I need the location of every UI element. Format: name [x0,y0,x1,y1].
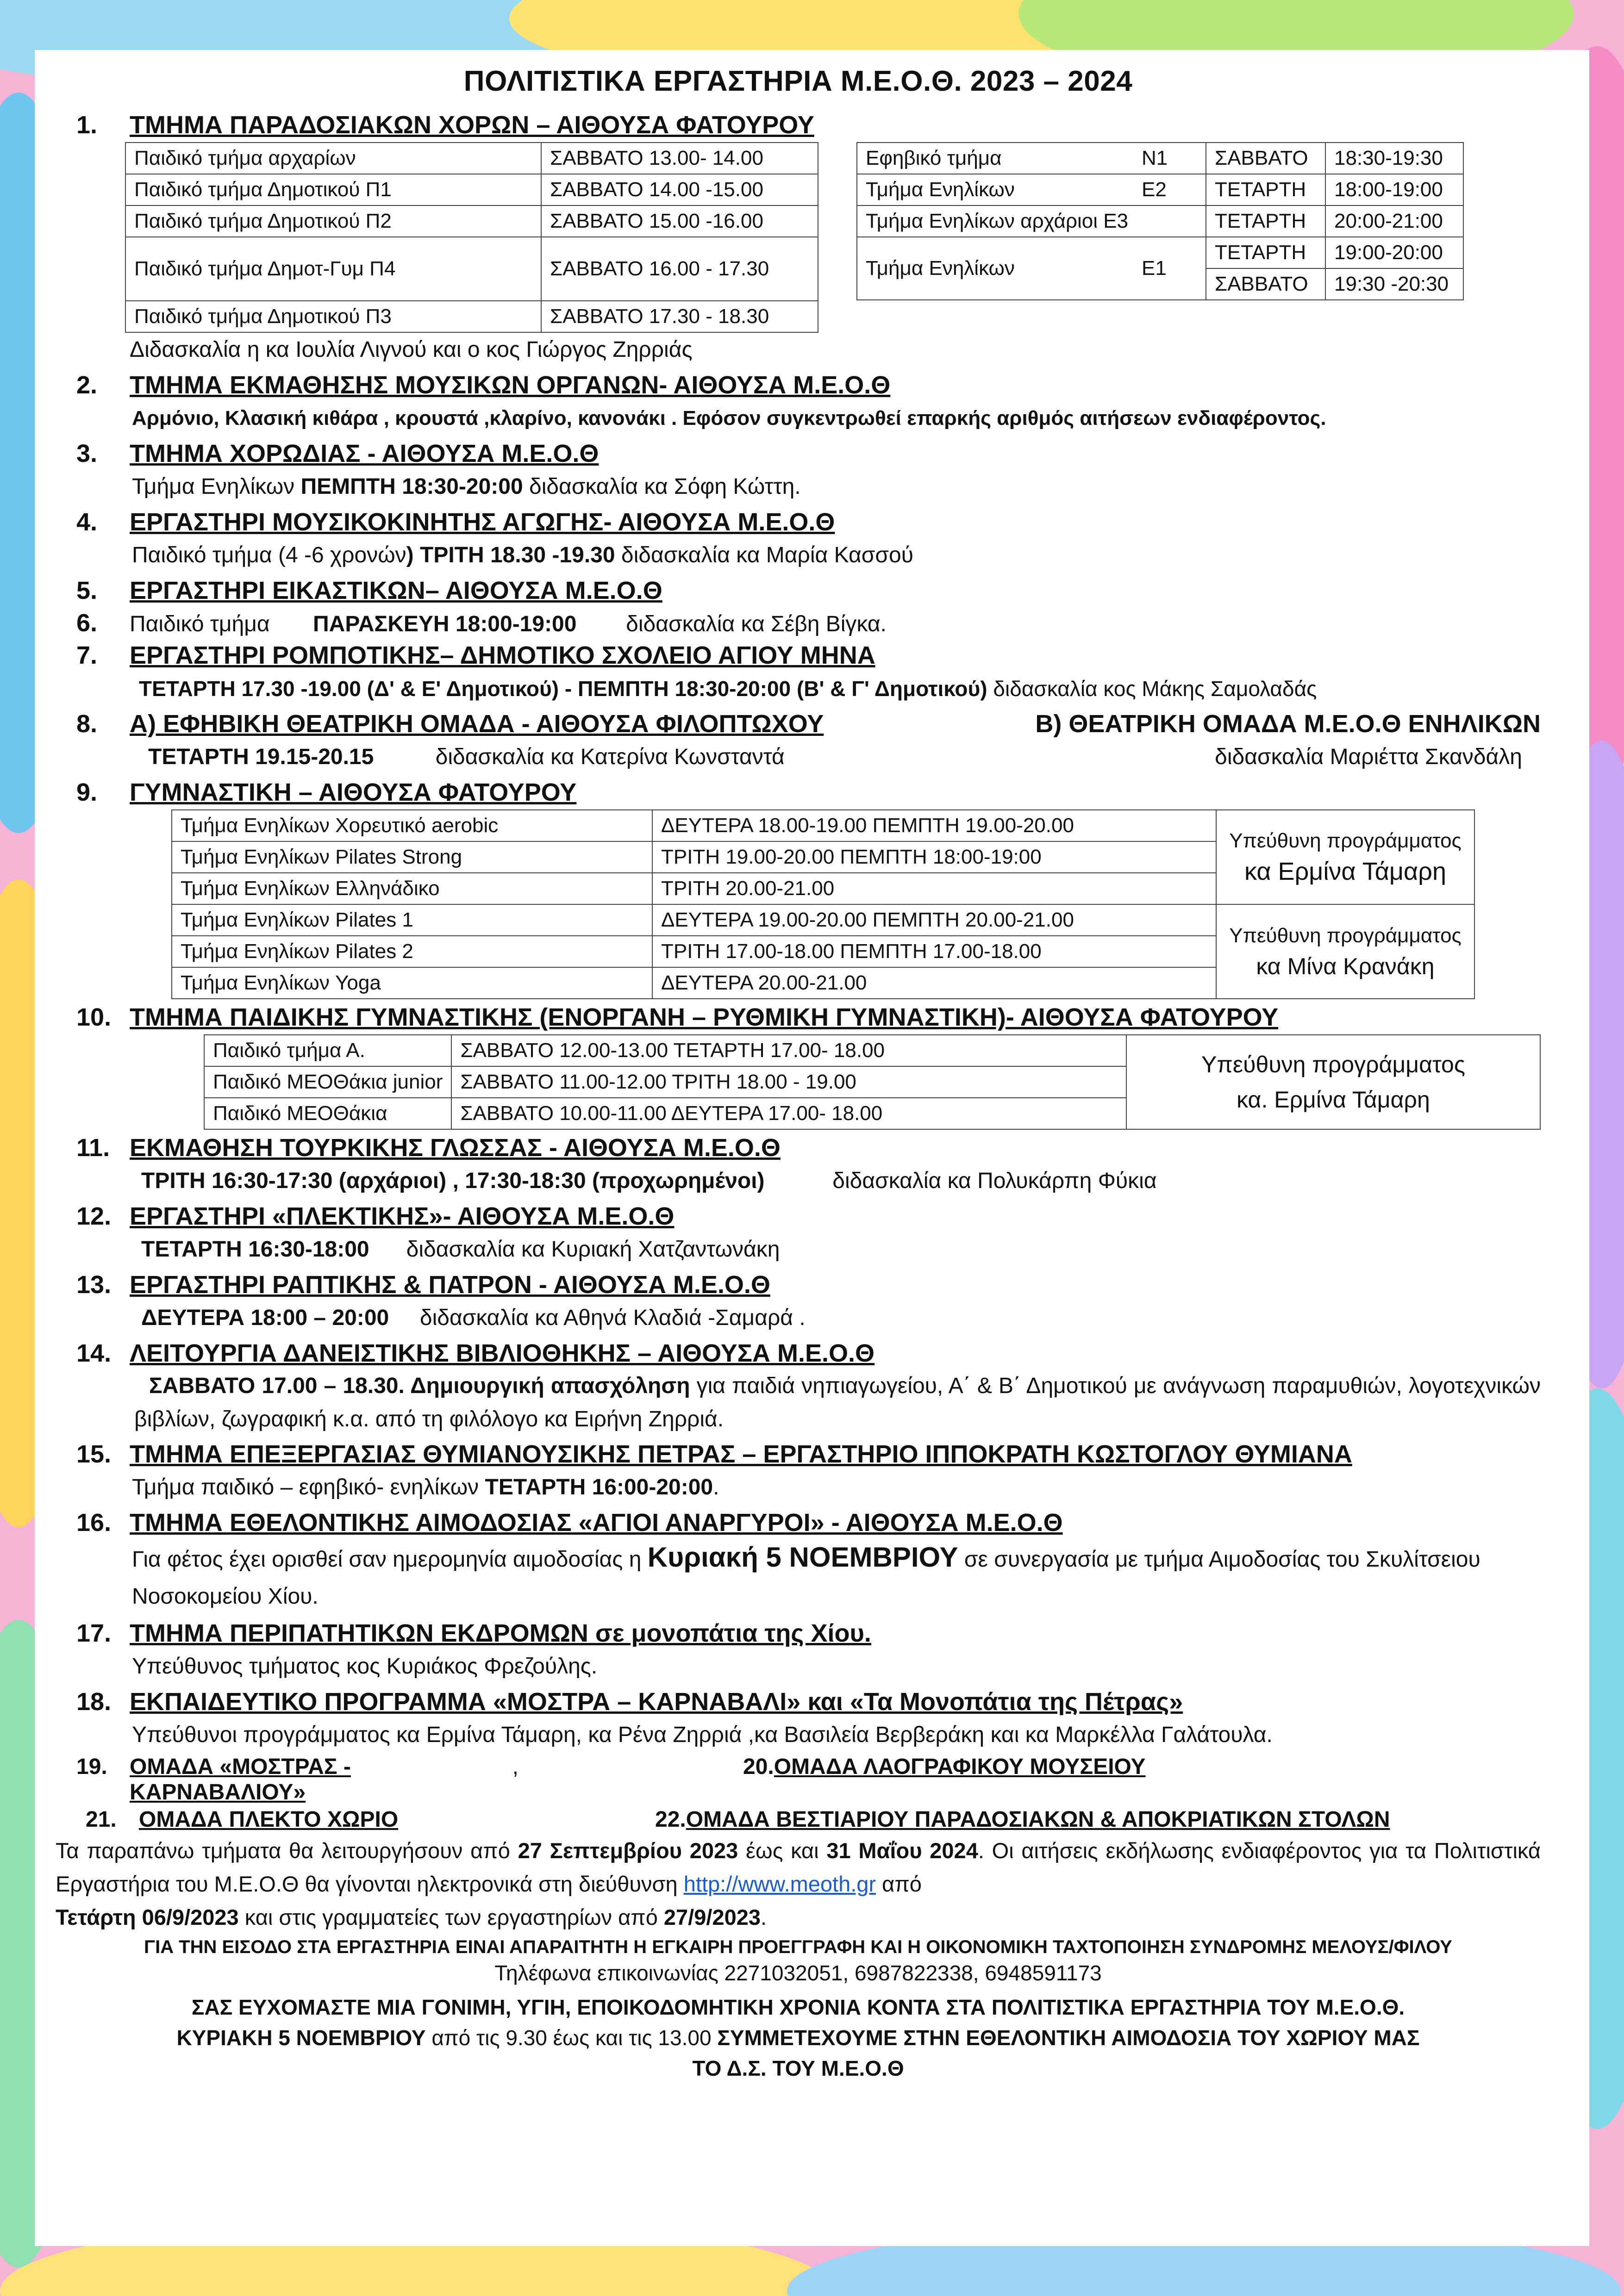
section-11-heading [56,1133,1541,1162]
section-1-heading [56,111,1541,139]
section-number: 13. [76,1271,112,1299]
section-title: ΟΜΑΔΑ ΠΛΕΚΤΟ ΧΩΡΙΟ [139,1807,399,1832]
section-title: ΕΡΓΑΣΤΗΡΙ ΜΟΥΣΙΚΟΚΙΝΗΤΗΣ ΑΓΩΓΗΣ- ΑΙΘΟΥΣΑ Μ.Ε.Ο.Θ [130,508,835,536]
adult-dance-table [856,142,1464,300]
section-9-heading [56,778,1541,807]
section-number: 2. [76,371,98,399]
section-title: ΟΜΑΔΑ ΛΑΟΓΡΑΦΙΚΟΥ ΜΟΥΣΕΙΟΥ [774,1755,1146,1779]
section-title: ΕΚΠΑΙΔΕΥΤΙΚΟ ΠΡΟΓΡΑΜΜΑ «ΜΟΣΤΡΑ – ΚΑΡΝΑΒΑΛΙ» και «Τα Μονοπάτια της Πέτρας» [130,1688,1183,1716]
section-number: 18. [76,1688,112,1716]
table-row: Παιδικό ΜΕΟΘάκια junior ΣΑΒΒΑΤΟ 11.00-12.00 ΤΡΙΤΗ 18.00 - 19.00 [204,1066,1540,1098]
section-14-text: ΣΑΒΒΑΤΟ 17.00 – 18.30. Δημιουργική απασχόληση για παιδιά νηπιαγωγείου, Α΄ & Β΄ Δημοτικού με ανάγνωση παραμυθιών, λογοτεχνικών βιβλίων, ζωγραφική κ.α. από τη φιλόλογο κα Ειρήνη Ζηρριά. [134,1374,1541,1431]
section-title: ΤΜΗΜΑ ΠΕΡΙΠΑΤΗΤΙΚΩΝ ΕΚΔΡΟΜΩΝ σε μονοπάτια της Χίου. [130,1619,871,1647]
table-row: Παιδικό τμήμα Δημοτικού Π3 ΣΑΒΒΑΤΟ 17.30 - 18.30 [125,301,818,332]
section-6-line: 6. Παιδικό τμήμα ΠΑΡΑΣΚΕΥΗ 18:00-19:00 διδασκαλία κα Σέβη Βίγκα. [56,609,1541,637]
section-3-heading [56,439,1541,468]
section-title: ΟΜΑΔΑ ΒΕΣΤΙΑΡΙΟΥ ΠΑΡΑΔΟΣΙΑΚΩΝ & ΑΠΟΚΡΙΑΤΙΚΩΝ ΣΤΟΛΩΝ [686,1807,1390,1832]
table-row: ΣΑΒΒΑΤΟ 19:30 -20:30 [857,268,1463,300]
table-row: Τμήμα Ενηλίκων Ελληνάδικο ΤΡΙΤΗ 20.00-21.00 [172,873,1474,904]
section-title: ΤΜΗΜΑ ΕΠΕΞΕΡΓΑΣΙΑΣ ΘΥΜΙΑΝΟΥΣΙΚΗΣ ΠΕΤΡΑΣ – ΕΡΓΑΣΤΗΡΙΟ ΙΠΠΟΚΡΑΤΗ ΚΩΣΤΟΓΛΟΥ ΘΥΜΙΑΝΑ [130,1440,1352,1468]
section-title: ΤΜΗΜΑ ΠΑΡΑΔΟΣΙΑΚΩΝ ΧΟΡΩΝ – ΑΙΘΟΥΣΑ ΦΑΤΟΥΡΟΥ [130,111,814,139]
table-row: Παιδικό ΜΕΟΘάκια ΣΑΒΒΑΤΟ 10.00-11.00 ΔΕΥΤΕΡΑ 17.00- 18.00 [204,1098,1540,1129]
section-number: 4. [76,508,98,536]
closing-wish: ΣΑΣ ΕΥΧΟΜΑΣΤΕ ΜΙΑ ΓΟΝΙΜΗ, ΥΓΙΗ, ΕΠΟΙΚΟΔΟΜΗΤΙΚΗ ΧΡΟΝΙΑ ΚΟΝΤΑ ΣΤΑ ΠΟΛΙΤΙΣΤΙΚΑ ΕΡΓΑΣΤΗΡΙΑ ΤΟΥ Μ.Ε.Ο.Θ. [191,1995,1405,2019]
section-title: ΤΜΗΜΑ ΕΚΜΑΘΗΣΗΣ ΜΟΥΣΙΚΩΝ ΟΡΓΑΝΩΝ- ΑΙΘΟΥΣΑ Μ.Ε.Ο.Θ [130,371,891,399]
section-title: ΓΥΜΝΑΣΤΙΚΗ – ΑΙΘΟΥΣΑ ΦΑΤΟΥΡΟΥ [130,778,577,806]
table-row: Παιδικό τμήμα Δημοτ-Γυμ Π4 ΣΑΒΒΑΤΟ 16.00 - 17.30 [125,237,818,301]
page-title: ΠΟΛΙΤΙΣΤΙΚΑ ΕΡΓΑΣΤΗΡΙΑ Μ.Ε.Ο.Θ. 2023 – 2024 [463,65,1133,97]
section-number: 5. [76,577,98,604]
footer-paragraph: Τα παραπάνω τμήματα θα λειτουργήσουν από 27 Σεπτεμβρίου 2023 έως και 31 Μαΐου 2024. Οι αιτήσεις εκδήλωσης ενδιαφέροντος για τα Πολιτιστικά Εργαστήρια του Μ.Ε.Ο.Θ θα γίνονται ηλεκτρονικά στη διεύθυνση http://www.meoth.gr από Τετάρτη 06/9/2023 και στις γραμματείες των εργαστηρίων από 27/9/2023. [56,1838,1541,1929]
section-11-text: ΤΡΙΤΗ 16:30-17:30 (αρχάριοι) , 17:30-18:30 (προχωρημένοι) διδασκαλία κα Πολυκάρπη Φύκια [141,1169,1157,1193]
section-number: 21. [86,1807,117,1832]
section-21-22 [56,1807,1541,1832]
section-13-heading [56,1270,1541,1299]
section-number: 19. [76,1755,107,1779]
table-row: Παιδικό τμήμα Δημοτικού Π1 ΣΑΒΒΑΤΟ 14.00 -15.00 [125,174,818,205]
section-10-heading [56,1003,1541,1032]
section-3-text: Τμήμα Ενηλίκων ΠΕΜΠΤΗ 18:30-20:00 διδασκαλία κα Σόφη Κώττη. [132,474,801,499]
section-19-20: 19. ΟΜΑΔΑ «ΜΟΣΤΡΑΣ - ΚΑΡΝΑΒΑΛΙΟΥ» , 20.ΟΜΑΔΑ ΛΑΟΓΡΑΦΙΚΟΥ ΜΟΥΣΕΙΟΥ [56,1754,1541,1805]
section-number: 15. [76,1440,112,1468]
section-13-text: ΔΕΥΤΕΡΑ 18:00 – 20:00 διδασκαλία κα Αθηνά Κλαδιά -Σαμαρά . [141,1306,806,1330]
section-5-heading [56,576,1541,605]
section-12-text: ΤΕΤΑΡΤΗ 16:30-18:00 διδασκαλία κα Κυριακή Χατζαντωνάκη [141,1237,780,1262]
blood-drive-note: ΚΥΡΙΑΚΗ 5 ΝΟΕΜΒΡΙΟΥ από τις 9.30 έως και τις 13.00 ΣΥΜΜΕΤΕΧΟΥΜΕ ΣΤΗΝ ΕΘΕΛΟΝΤΙΚΗ ΑΙΜΟΔΟΣΙΑ ΤΟΥ ΧΩΡΙΟΥ ΜΑΣ [176,2026,1420,2050]
section-number: 10. [76,1003,112,1031]
section-1-teachers: Διδασκαλία η κα Ιουλία Λιγνού και ο κος Γιώργος Ζηρριάς [130,337,693,362]
section-number: 22. [655,1807,686,1832]
table-row: Τμήμα Ενηλίκων Ε2 ΤΕΤΑΡΤΗ 18:00-19:00 [857,174,1463,205]
section-17-heading [56,1619,1541,1648]
gymnastics-table [171,809,1475,999]
table-row: Τμήμα Ενηλίκων Χορευτικό aerobic ΔΕΥΤΕΡΑ 18.00-19.00 ΠΕΜΠΤΗ 19.00-20.00 Υπεύθυνη προγράμματος κα Ερμίνα Τάμαρη [172,810,1474,841]
section-2-heading [56,371,1541,399]
section-title: Α) ΕΦΗΒΙΚΗ ΘΕΑΤΡΙΚΗ ΟΜΑΔΑ - ΑΙΘΟΥΣΑ ΦΙΛΟΠΤΩΧΟΥ [130,710,824,738]
table-row: Τμήμα Ενηλίκων Pilates 1 ΔΕΥΤΕΡΑ 19.00-20.00 ΠΕΜΠΤΗ 20.00-21.00 Υπεύθυνη προγράμματος κα Μίνα Κρανάκη [172,904,1474,936]
section-title: ΤΜΗΜΑ ΕΘΕΛΟΝΤΙΚΗΣ ΑΙΜΟΔΟΣΙΑΣ «ΑΓΙΟΙ ΑΝΑΡΓΥΡΟΙ» - ΑΙΘΟΥΣΑ Μ.Ε.Ο.Θ [130,1509,1063,1537]
section-15-text: Τμήμα παιδικό – εφηβικό- ενηλίκων ΤΕΤΑΡΤΗ 16:00-20:00. [132,1475,719,1500]
table-row: Τμήμα Ενηλίκων αρχάριοι Ε3 ΤΕΤΑΡΤΗ 20:00-21:00 [857,205,1463,237]
section-14-heading [56,1339,1541,1368]
section-number: 3. [76,440,98,467]
table-row: Τμήμα Ενηλίκων Yoga ΔΕΥΤΕΡΑ 20.00-21.00 [172,967,1474,999]
table-row: Τμήμα Ενηλίκων Pilates Strong ΤΡΙΤΗ 19.00-20.00 ΠΕΜΠΤΗ 18:00-19:00 [172,841,1474,873]
section-4-text: Παιδικό τμήμα (4 -6 χρονών) ΤΡΙΤΗ 18.30 -19.30 διδασκαλία κα Μαρία Κασσού [132,543,913,567]
section-12-heading [56,1202,1541,1231]
section-number: 16. [76,1509,112,1537]
table-row: Παιδικό τμήμα Α. ΣΑΒΒΑΤΟ 12.00-13.00 ΤΕΤΑΡΤΗ 17.00- 18.00 Υπεύθυνη προγράμματος κα. Ερμίνα Τάμαρη [204,1035,1540,1066]
section-number: 1. [76,111,98,139]
section-title: ΛΕΙΤΟΥΡΓΙΑ ΔΑΝΕΙΣΤΙΚΗΣ ΒΙΒΛΙΟΘΗΚΗΣ – ΑΙΘΟΥΣΑ Μ.Ε.Ο.Θ [130,1339,875,1367]
table-row: Παιδικό τμήμα Δημοτικού Π2 ΣΑΒΒΑΤΟ 15.00 -16.00 [125,205,818,237]
section-17-text: Υπεύθυνος τμήματος κος Κυριάκος Φρεζούλης. [132,1654,598,1679]
section-7-text: ΤΕΤΑΡΤΗ 17.30 -19.00 (Δ' & Ε' Δημοτικού) - ΠΕΜΠΤΗ 18:30-20:00 (Β' & Γ' Δημοτικού) διδασκαλία κος Μάκης Σαμολαδάς [139,677,1317,701]
section-8-heading [56,709,1541,738]
section-title: ΕΡΓΑΣΤΗΡΙ ΡΟΜΠΟΤΙΚΗΣ– ΔΗΜΟΤΙΚΟ ΣΧΟΛΕΙΟ ΑΓΙΟΥ ΜΗΝΑ [130,641,875,669]
children-dance-table [125,142,818,333]
section-2-text: Αρμόνιο, Κλασική κιθάρα , κρουστά ,κλαρίνο, κανονάκι . Εφόσον συγκεντρωθεί επαρκής αριθμός αιτήσεων ενδιαφέροντος. [132,407,1326,429]
website-link[interactable]: http://www.meoth.gr [683,1872,876,1896]
signature: ΤΟ Δ.Σ. ΤΟΥ Μ.Ε.Ο.Θ [692,2056,904,2080]
section-4-heading [56,508,1541,536]
section-18-text: Υπεύθυνοι προγράμματος κα Ερμίνα Τάμαρη, κα Ρένα Ζηρριά ,κα Βασιλεία Βερβεράκη και κα Μαρκέλλα Γαλάτουλα. [132,1723,1273,1747]
section-title: ΕΡΓΑΣΤΗΡΙ ΕΙΚΑΣΤΙΚΩΝ– ΑΙΘΟΥΣΑ Μ.Ε.Ο.Θ [130,577,662,604]
section-number: 12. [76,1202,112,1230]
contact-phones: Τηλέφωνα επικοινωνίας 2271032051, 6987822338, 6948591173 [494,1961,1102,1985]
table-row: Παιδικό τμήμα αρχαρίων ΣΑΒΒΑΤΟ 13.00- 14.00 [125,143,818,174]
table-row: Τμήμα Ενηλίκων Pilates 2 ΤΡΙΤΗ 17.00-18.00 ΠΕΜΠΤΗ 17.00-18.00 [172,936,1474,967]
section-title: ΕΡΓΑΣΤΗΡΙ «ΠΛΕΚΤΙΚΗΣ»- ΑΙΘΟΥΣΑ Μ.Ε.Ο.Θ [130,1202,675,1230]
section-number: 17. [76,1619,112,1647]
section-7-heading [56,641,1541,670]
section-title: ΟΜΑΔΑ «ΜΟΣΤΡΑΣ - ΚΑΡΝΑΒΑΛΙΟΥ» [130,1755,351,1804]
section-title: ΕΚΜΑΘΗΣΗ ΤΟΥΡΚΙΚΗΣ ΓΛΩΣΣΑΣ - ΑΙΘΟΥΣΑ Μ.Ε.Ο.Θ [130,1134,781,1162]
section-1-tables [125,142,1541,333]
children-gymnastics-table [204,1034,1541,1130]
section-title: ΕΡΓΑΣΤΗΡΙ ΡΑΠΤΙΚΗΣ & ΠΑΤΡΟΝ - ΑΙΘΟΥΣΑ Μ.Ε.Ο.Θ [130,1271,770,1299]
section-number: 20. [743,1755,774,1779]
section-16-text: Για φέτος έχει ορισθεί σαν ημερομηνία αιμοδοσίας η Κυριακή 5 ΝΟΕΜΒΡΙΟΥ σε συνεργασία με τμήμα Αιμοδοσίας του Σκυλίτσειου Νοσοκομείου Χίου. [132,1542,1480,1609]
poster-page [35,50,1589,2246]
section-title: ΤΜΗΜΑ ΧΟΡΩΔΙΑΣ - ΑΙΘΟΥΣΑ Μ.Ε.Ο.Θ [130,440,599,467]
section-16-heading [56,1508,1541,1537]
section-number: 7. [76,641,98,669]
table-row: Τμήμα Ενηλίκων Ε1 ΤΕΤΑΡΤΗ 19:00-20:00 [857,237,1463,268]
section-number: 6. [76,609,98,637]
section-title: ΤΜΗΜΑ ΠΑΙΔΙΚΗΣ ΓΥΜΝΑΣΤΙΚΗΣ (ΕΝΟΡΓΑΝΗ – ΡΥΘΜΙΚΗ ΓΥΜΝΑΣΤΙΚΗ)- ΑΙΘΟΥΣΑ ΦΑΤΟΥΡΟΥ [130,1003,1279,1031]
section-8b-title: Β) ΘΕΑΤΡΙΚΗ ΟΜΑΔΑ Μ.Ε.Ο.Θ ΕΝΗΛΙΚΩΝ [1035,710,1541,738]
registration-notice: ΓΙΑ ΤΗΝ ΕΙΣΟΔΟ ΣΤΑ ΕΡΓΑΣΤΗΡΙΑ ΕΙΝΑΙ ΑΠΑΡΑΙΤΗΤΗ Η ΕΓΚΑΙΡΗ ΠΡΟΕΓΓΡΑΦΗ ΚΑΙ Η ΟΙΚΟΝΟΜΙΚΗ ΤΑΧΤΟΠΟΙΗΣΗ ΣΥΝΔΡΟΜΗΣ ΜΕΛΟΥΣ/ΦΙΛΟΥ [144,1937,1452,1957]
section-8-text: ΤΕΤΑΡΤΗ 19.15-20.15 διδασκαλία κα Κατερίνα Κωνσταντά διδασκαλία Μαριέττα Σκανδάλη [148,745,1522,769]
section-number: 8. [76,710,98,738]
section-number: 11. [76,1134,110,1162]
section-number: 14. [76,1339,112,1367]
section-18-heading [56,1687,1541,1716]
section-15-heading [56,1440,1541,1468]
section-number: 9. [76,778,98,806]
table-row: Εφηβικό τμήμα Ν1 ΣΑΒΒΑΤΟ 18:30-19:30 [857,143,1463,174]
